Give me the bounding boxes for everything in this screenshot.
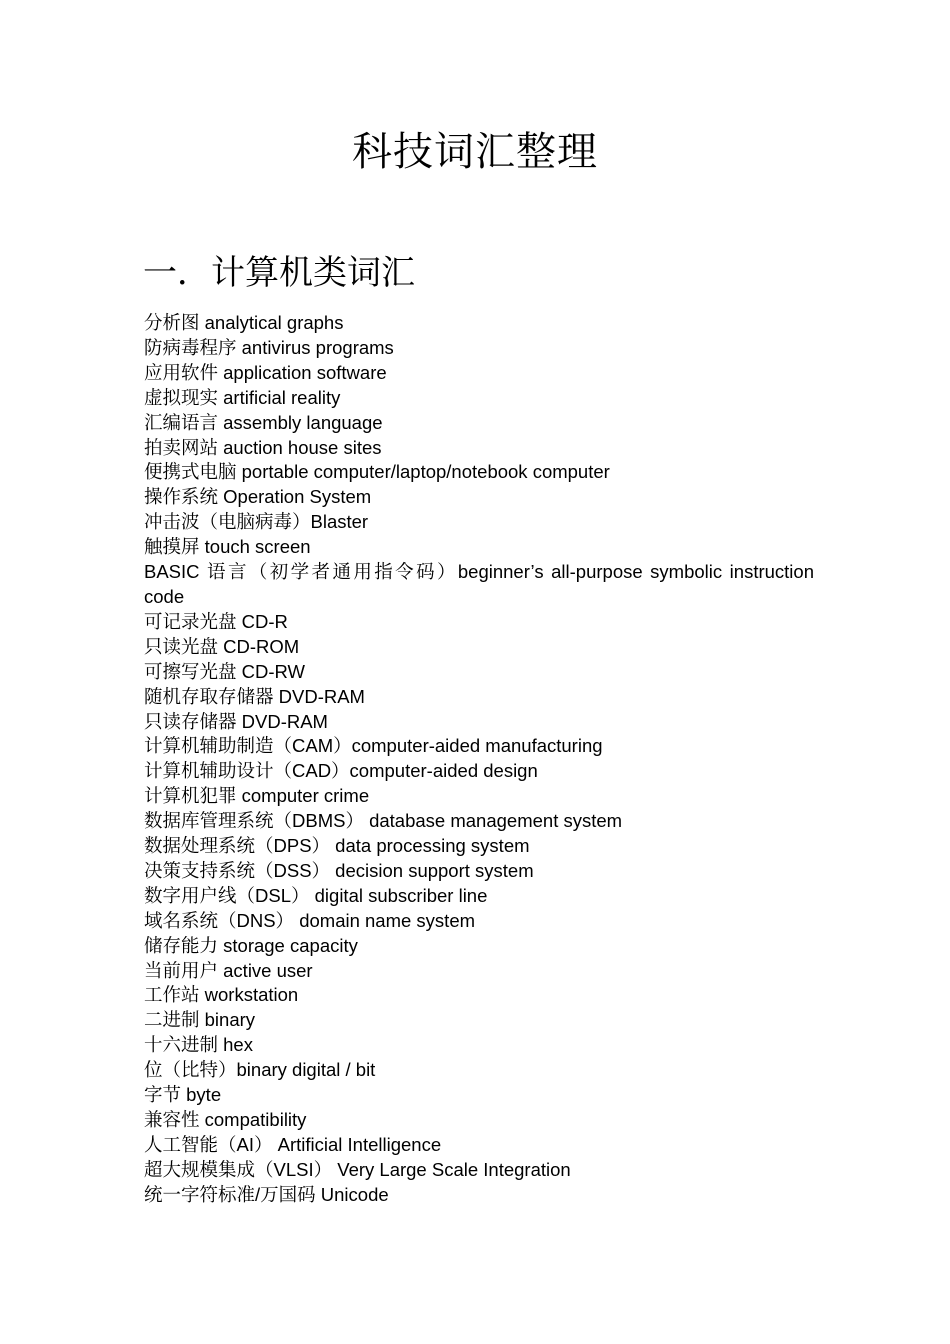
list-item: 可擦写光盘 CD-RW bbox=[144, 660, 306, 682]
list-item: 应用软件 application software bbox=[144, 361, 387, 383]
list-item: 域名系统（DNS） domain name system bbox=[144, 909, 476, 931]
section-heading: 一．计算机类词汇 bbox=[143, 253, 415, 293]
list-item: 数字用户线（DSL） digital subscriber line bbox=[144, 884, 488, 906]
list-item: 虚拟现实 artificial reality bbox=[144, 386, 341, 408]
list-item: 二进制 binary bbox=[144, 1009, 256, 1031]
list-item: 统一字符标准/万国码 Unicode bbox=[144, 1183, 389, 1205]
list-item: 计算机辅助制造（CAM）computer-aided manufacturing bbox=[144, 735, 603, 757]
list-item: 便携式电脑 portable computer/laptop/notebook computer bbox=[144, 461, 610, 483]
list-item: 十六进制 hex bbox=[144, 1034, 253, 1056]
list-item: 字节 byte bbox=[144, 1084, 222, 1106]
list-item: 操作系统 Operation System bbox=[144, 486, 372, 508]
page-title: 科技词汇整理 bbox=[352, 129, 598, 175]
list-item: 超大规模集成（VLSI） Very Large Scale Integration bbox=[144, 1158, 571, 1180]
list-item: 触摸屏 touch screen bbox=[144, 536, 311, 558]
list-item: 计算机辅助设计（CAD）computer-aided design bbox=[144, 760, 538, 782]
list-item: 只读存储器 DVD-RAM bbox=[144, 710, 328, 732]
list-item: 分析图 analytical graphs bbox=[144, 312, 344, 333]
list-item: 当前用户 active user bbox=[144, 959, 313, 981]
list-item: 拍卖网站 auction house sites bbox=[144, 436, 382, 458]
list-item: BASIC 语言（初学者通用指令码）beginner’s all-purpose symbolic instruction code bbox=[144, 561, 814, 607]
list-item: 决策支持系统（DSS） decision support system bbox=[144, 859, 534, 881]
list-item: 随机存取存储器 DVD-RAM bbox=[144, 685, 365, 707]
list-item: 冲击波（电脑病毒）Blaster bbox=[144, 511, 369, 533]
vocabulary-list bbox=[144, 311, 814, 1208]
list-item: 防病毒程序 antivirus programs bbox=[144, 336, 394, 358]
list-item: 数据处理系统（DPS） data processing system bbox=[144, 835, 530, 857]
list-item: 数据库管理系统（DBMS） database management system bbox=[144, 810, 623, 832]
list-item: 储存能力 storage capacity bbox=[144, 934, 358, 956]
list-item: 人工智能（AI） Artificial Intelligence bbox=[144, 1133, 442, 1155]
list-item: 可记录光盘 CD-R bbox=[144, 610, 288, 632]
list-item: 只读光盘 CD-ROM bbox=[144, 635, 300, 657]
list-item: 汇编语言 assembly language bbox=[144, 411, 383, 433]
list-item: 计算机犯罪 computer crime bbox=[144, 785, 370, 807]
list-item: 工作站 workstation bbox=[144, 984, 299, 1006]
list-item: 兼容性 compatibility bbox=[144, 1109, 307, 1130]
list-item: 位（比特）binary digital / bit bbox=[144, 1059, 376, 1081]
